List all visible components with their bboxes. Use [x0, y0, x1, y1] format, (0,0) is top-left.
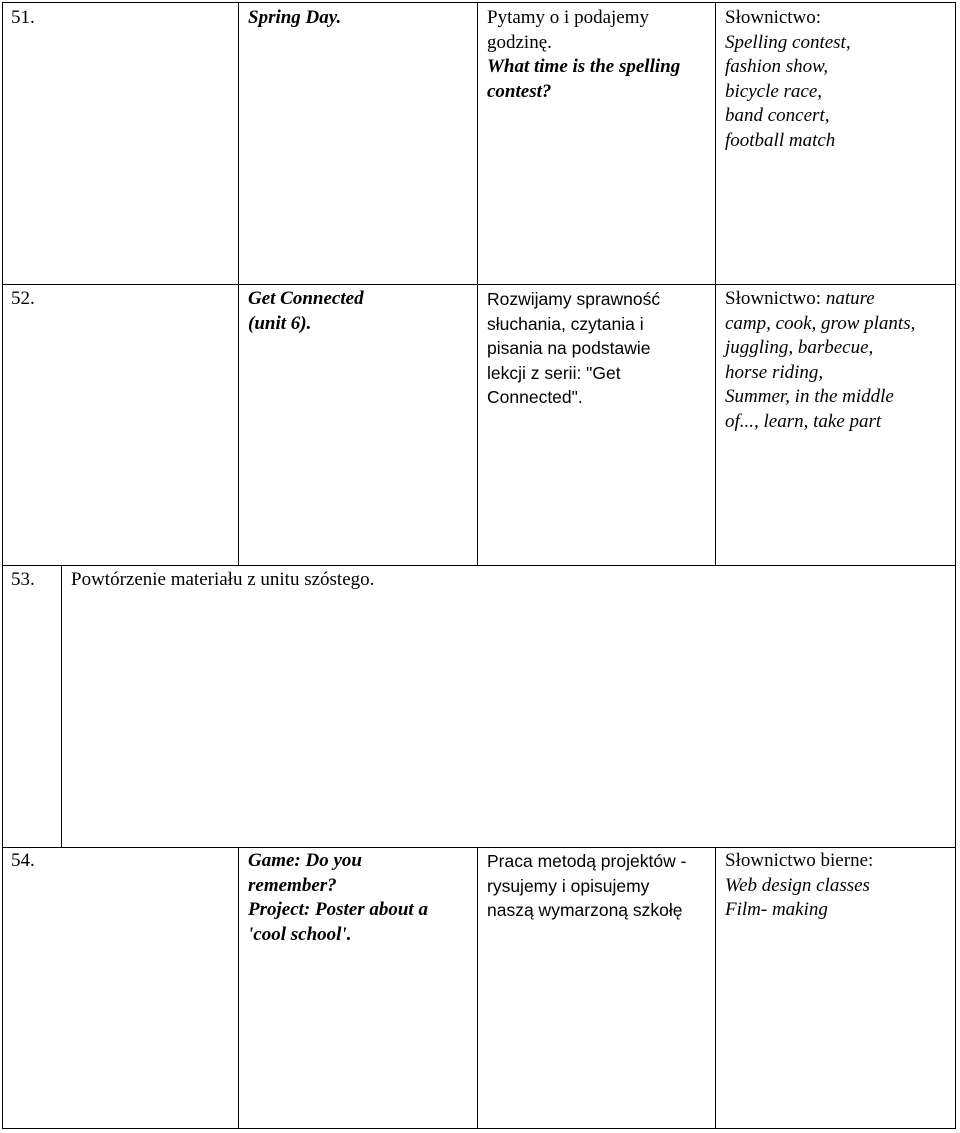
topic-line: (unit 6).	[248, 312, 312, 334]
row-54-number: 54.	[11, 850, 35, 871]
col-divider-3-bottom	[715, 847, 716, 1129]
topic-line: Project: Poster about a	[248, 899, 428, 920]
vocab-label: Słownictwo:	[725, 288, 822, 309]
vocab-line: Summer, in the middle	[725, 386, 894, 407]
col-divider-1-top	[238, 2, 239, 566]
goal-line: rysujemy i opisujemy	[487, 875, 650, 896]
table-border-bottom	[2, 1128, 956, 1129]
row-54-topic	[248, 849, 428, 947]
goal-line: contest?	[487, 80, 552, 102]
goal-line: Pytamy o i podajemy	[487, 7, 650, 28]
row-54-goal	[487, 849, 686, 923]
table-border-left	[2, 2, 3, 1129]
goal-line: lekcji z serii: "Get	[487, 362, 621, 383]
goal-line: What time is the spelling	[487, 56, 681, 77]
table-border-top	[2, 2, 956, 3]
col-divider-2-top	[477, 2, 478, 566]
goal-line: Connected".	[487, 387, 583, 407]
goal-line: słuchania, czytania i	[487, 313, 644, 334]
goal-line: Rozwijamy sprawność	[487, 289, 661, 309]
vocab-line: Film- making	[725, 899, 828, 920]
table-border-row2-bottom	[2, 565, 956, 566]
row-54-vocabulary	[725, 849, 873, 923]
row-53-description: Powtórzenie materiału z unitu szóstego.	[71, 569, 375, 590]
row-52-goal	[487, 287, 660, 410]
goal-line: Praca metodą projektów -	[487, 851, 687, 871]
vocab-line: horse riding,	[725, 361, 824, 383]
vocab-line: bicycle race,	[725, 80, 823, 102]
table-border-row3-bottom	[2, 847, 956, 848]
topic-line: Game: Do you	[248, 850, 362, 871]
col-divider-3-top	[715, 2, 716, 566]
vocab-line: of..., learn, take part	[725, 410, 882, 432]
row-52-topic	[248, 287, 364, 336]
topic-line: Get Connected	[248, 288, 364, 309]
row-52-vocabulary	[725, 287, 915, 434]
col-divider-1-bottom	[238, 847, 239, 1129]
vocab-line: juggling, barbecue,	[725, 337, 874, 358]
vocab-line: fashion show,	[725, 56, 829, 77]
topic-line: Spring Day.	[248, 7, 342, 28]
goal-line: naszą wymarzoną szkołę	[487, 900, 683, 920]
row-51-topic	[248, 6, 341, 31]
vocab-line: Web design classes	[725, 874, 870, 896]
col-divider-2-bottom	[477, 847, 478, 1129]
col-divider-num-row3	[61, 565, 62, 848]
row-51-goal	[487, 6, 680, 104]
goal-line: godzinę.	[487, 31, 552, 53]
goal-line: pisania na podstawie	[487, 338, 651, 358]
vocab-first-word: nature	[821, 288, 875, 309]
row-51-vocabulary	[725, 6, 851, 153]
vocab-label: Słownictwo:	[725, 7, 822, 28]
vocab-line: camp, cook, grow plants,	[725, 312, 916, 334]
topic-line: remember?	[248, 874, 337, 896]
row-52-number: 52.	[11, 288, 35, 309]
row-53-number: 53.	[11, 569, 35, 590]
table-border-row1-bottom	[2, 284, 956, 285]
vocab-line: band concert,	[725, 105, 830, 126]
vocab-line: Spelling contest,	[725, 31, 851, 53]
vocab-line: football match	[725, 129, 836, 151]
topic-line: 'cool school'.	[248, 923, 352, 945]
table-border-right	[955, 2, 956, 1129]
vocab-label: Słownictwo bierne:	[725, 850, 874, 871]
row-51-number: 51.	[11, 7, 35, 28]
